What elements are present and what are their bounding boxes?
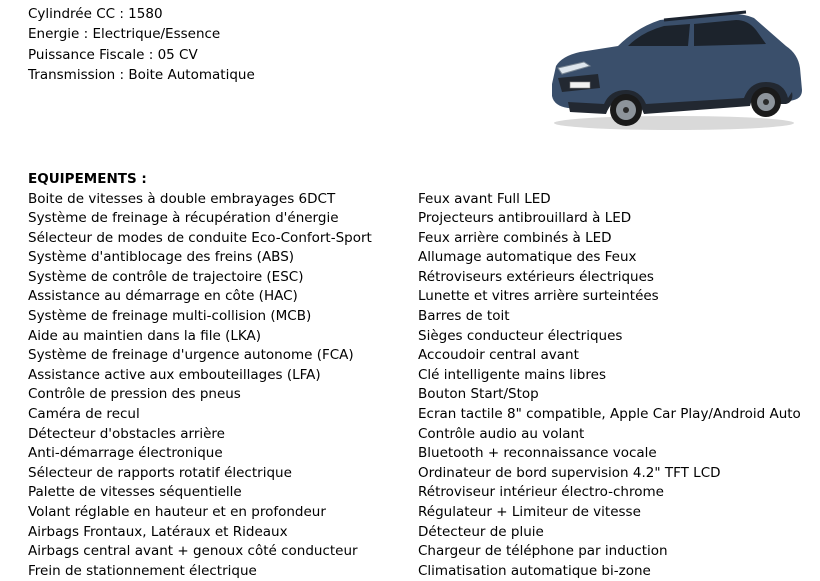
- equipment-list-right: [418, 190, 801, 581]
- list-item: Feux avant Full LED: [418, 190, 801, 210]
- list-item: Détecteur de pluie: [418, 523, 801, 543]
- specifications-block: [28, 4, 255, 85]
- list-item: Airbags Frontaux, Latéraux et Rideaux: [28, 523, 372, 543]
- list-item: Contrôle audio au volant: [418, 425, 801, 445]
- list-item: Boite de vitesses à double embrayages 6DCT: [28, 190, 372, 210]
- list-item: Allumage automatique des Feux: [418, 248, 801, 268]
- list-item: Barres de toit: [418, 307, 801, 327]
- list-item: Projecteurs antibrouillard à LED: [418, 209, 801, 229]
- list-item: Rétroviseurs extérieurs électriques: [418, 268, 801, 288]
- car-windows: [628, 20, 766, 46]
- list-item: Sièges conducteur électriques: [418, 327, 801, 347]
- list-item: Anti-démarrage électronique: [28, 444, 372, 464]
- list-item: Caméra de recul: [28, 405, 372, 425]
- rear-wheel: [751, 87, 781, 117]
- list-item: Airbags central avant + genoux côté conducteur: [28, 542, 372, 562]
- list-item: Régulateur + Limiteur de vitesse: [418, 503, 801, 523]
- list-item: Volant réglable en hauteur et en profondeur: [28, 503, 372, 523]
- spec-displacement: Cylindrée CC : 1580: [28, 4, 255, 24]
- list-item: Système de freinage multi-collision (MCB): [28, 307, 372, 327]
- list-item: Climatisation automatique bi-zone: [418, 562, 801, 581]
- list-item: Chargeur de téléphone par induction: [418, 542, 801, 562]
- equipment-list-left: [28, 190, 372, 581]
- front-wheel: [610, 94, 642, 126]
- list-item: Clé intelligente mains libres: [418, 366, 801, 386]
- list-item: Accoudoir central avant: [418, 346, 801, 366]
- list-item: Palette de vitesses séquentielle: [28, 483, 372, 503]
- list-item: Système de contrôle de trajectoire (ESC): [28, 268, 372, 288]
- list-item: Rétroviseur intérieur électro-chrome: [418, 483, 801, 503]
- list-item: Système de freinage à récupération d'énergie: [28, 209, 372, 229]
- list-item: Bouton Start/Stop: [418, 385, 801, 405]
- list-item: Feux arrière combinés à LED: [418, 229, 801, 249]
- list-item: Système d'antiblocage des freins (ABS): [28, 248, 372, 268]
- equipment-title: EQUIPEMENTS :: [28, 170, 147, 190]
- list-item: Frein de stationnement électrique: [28, 562, 372, 581]
- list-item: Système de freinage d'urgence autonome (FCA): [28, 346, 372, 366]
- car-image: [540, 6, 808, 136]
- car-shadow: [554, 116, 794, 130]
- list-item: Assistance au démarrage en côte (HAC): [28, 287, 372, 307]
- list-item: Sélecteur de rapports rotatif électrique: [28, 464, 372, 484]
- list-item: Contrôle de pression des pneus: [28, 385, 372, 405]
- list-item: Assistance active aux embouteillages (LFA): [28, 366, 372, 386]
- list-item: Détecteur d'obstacles arrière: [28, 425, 372, 445]
- list-item: Bluetooth + reconnaissance vocale: [418, 444, 801, 464]
- spec-fiscal-power: Puissance Fiscale : 05 CV: [28, 45, 255, 65]
- list-item: Sélecteur de modes de conduite Eco-Confort-Sport: [28, 229, 372, 249]
- spec-energy: Energie : Electrique/Essence: [28, 24, 255, 44]
- list-item: Aide au maintien dans la file (LKA): [28, 327, 372, 347]
- spec-transmission: Transmission : Boite Automatique: [28, 65, 255, 85]
- list-item: Lunette et vitres arrière surteintées: [418, 287, 801, 307]
- list-item: Ecran tactile 8" compatible, Apple Car Play/Android Auto: [418, 405, 801, 425]
- list-item: Ordinateur de bord supervision 4.2" TFT LCD: [418, 464, 801, 484]
